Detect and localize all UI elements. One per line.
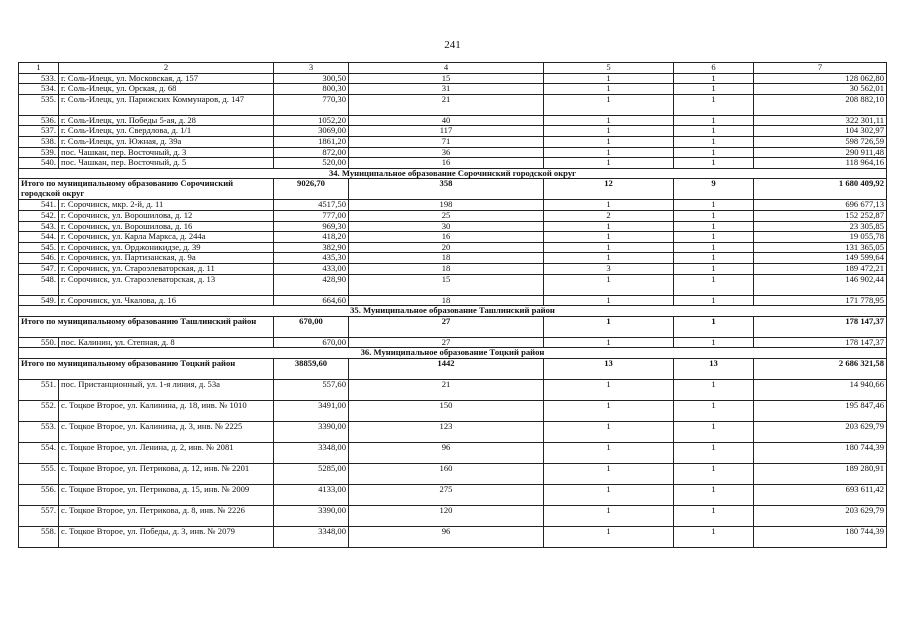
row-col5: 2 [544,210,674,221]
row-col5: 1 [544,274,674,295]
total-area: 38859,60 [274,358,349,379]
row-area: 4517,50 [274,200,349,211]
row-address: с. Тоцкое Второе, ул. Петрикова, д. 15, инв. № 2009 [59,484,274,505]
row-col6: 1 [674,526,754,547]
row-col4: 30 [349,221,544,232]
row-col4: 18 [349,263,544,274]
row-col4: 31 [349,84,544,95]
row-col5: 1 [544,505,674,526]
section-header-row [19,306,887,317]
row-area: 428,90 [274,274,349,295]
column-number-header [19,63,887,74]
table-row [19,463,887,484]
row-col5: 1 [544,200,674,211]
row-col5: 1 [544,253,674,264]
row-number: 556. [19,484,59,505]
row-address: с. Тоцкое Второе, ул. Победы, д. 3, инв. № 2079 [59,526,274,547]
total-col4: 27 [349,316,544,337]
row-address: г. Соль-Илецк, ул. Свердлова, д. 1/1 [59,126,274,137]
header-cell: 1 [19,63,59,74]
total-col5: 1 [544,316,674,337]
row-area: 5285,00 [274,463,349,484]
total-label: Итого по муниципальному образованию Ташлинский район [19,316,274,337]
table-row [19,147,887,158]
row-number: 537. [19,126,59,137]
row-col6: 1 [674,94,754,115]
table-row [19,263,887,274]
row-address: пос. Пристанционный, ул. 1-я линия, д. 53а [59,379,274,400]
row-col6: 1 [674,158,754,169]
row-col5: 1 [544,158,674,169]
row-sum: 149 599,64 [754,253,887,264]
row-number: 541. [19,200,59,211]
row-sum: 290 911,48 [754,147,887,158]
row-area: 664,60 [274,295,349,306]
row-address: г. Соль-Илецк, ул. Орская, д. 68 [59,84,274,95]
row-sum: 693 611,42 [754,484,887,505]
row-address: с. Тоцкое Второе, ул. Калинина, д. 3, инв. № 2225 [59,421,274,442]
row-number: 557. [19,505,59,526]
row-col4: 123 [349,421,544,442]
table-row [19,210,887,221]
row-sum: 208 882,10 [754,94,887,115]
row-sum: 203 629,79 [754,421,887,442]
row-sum: 128 062,80 [754,73,887,84]
row-number: 543. [19,221,59,232]
table-row [19,242,887,253]
table-row [19,379,887,400]
row-number: 544. [19,232,59,243]
row-sum: 195 847,46 [754,400,887,421]
total-label: Итого по муниципальному образованию Сорочинский городской округ [19,179,274,200]
table-row [19,221,887,232]
row-address: г. Сорочинск, ул. Карла Маркса, д. 244а [59,232,274,243]
row-number: 533. [19,73,59,84]
section-header-row [19,168,887,179]
row-col5: 1 [544,295,674,306]
row-col5: 1 [544,94,674,115]
row-sum: 180 744,39 [754,526,887,547]
row-sum: 189 472,21 [754,263,887,274]
row-sum: 203 629,79 [754,505,887,526]
row-sum: 178 147,37 [754,337,887,348]
row-number: 558. [19,526,59,547]
row-col5: 1 [544,115,674,126]
row-area: 1861,20 [274,136,349,147]
total-label: Итого по муниципальному образованию Тоцкий район [19,358,274,379]
row-area: 382,90 [274,242,349,253]
row-address: г. Сорочинск, ул. Партизанская, д. 9а [59,253,274,264]
row-area: 3390,00 [274,421,349,442]
row-number: 553. [19,421,59,442]
row-col5: 1 [544,400,674,421]
row-sum: 152 252,87 [754,210,887,221]
row-col4: 275 [349,484,544,505]
row-col6: 1 [674,126,754,137]
row-address: г. Сорочинск, ул. Староэлеваторская, д. 13 [59,274,274,295]
row-col4: 36 [349,147,544,158]
row-col5: 1 [544,442,674,463]
row-col5: 1 [544,463,674,484]
row-col6: 1 [674,505,754,526]
row-address: с. Тоцкое Второе, ул. Петрикова, д. 8, инв. № 2226 [59,505,274,526]
total-row [19,358,887,379]
total-row [19,316,887,337]
row-col4: 18 [349,253,544,264]
row-col5: 1 [544,484,674,505]
row-sum: 30 562,01 [754,84,887,95]
row-area: 969,30 [274,221,349,232]
table-row [19,136,887,147]
row-area: 3348,00 [274,526,349,547]
total-col4: 1442 [349,358,544,379]
section-title: 35. Муниципальное образование Ташлинский район [19,306,887,317]
row-col5: 1 [544,232,674,243]
row-col6: 1 [674,147,754,158]
row-address: пос. Калинин, ул. Степная, д. 8 [59,337,274,348]
row-area: 3390,00 [274,505,349,526]
row-col4: 27 [349,337,544,348]
row-col6: 1 [674,400,754,421]
row-address: г. Сорочинск, ул. Ворошилова, д. 12 [59,210,274,221]
row-col6: 1 [674,221,754,232]
row-number: 549. [19,295,59,306]
row-col6: 1 [674,463,754,484]
row-address: г. Соль-Илецк, ул. Парижских Коммунаров, д. 147 [59,94,274,115]
row-col5: 3 [544,263,674,274]
row-address: с. Тоцкое Второе, ул. Ленина, д. 2, инв. № 2081 [59,442,274,463]
row-area: 433,00 [274,263,349,274]
row-address: пос. Чашкан, пер. Восточный, д. 5 [59,158,274,169]
section-title: 36. Муниципальное образование Тоцкий район [19,348,887,359]
row-area: 418,20 [274,232,349,243]
page-number: 241 [444,39,461,51]
row-number: 540. [19,158,59,169]
table-row [19,94,887,115]
table-row [19,526,887,547]
total-sum: 178 147,37 [754,316,887,337]
row-area: 1052,20 [274,115,349,126]
row-col6: 1 [674,421,754,442]
row-sum: 322 301,11 [754,115,887,126]
table-row [19,505,887,526]
row-sum: 180 744,39 [754,442,887,463]
row-number: 545. [19,242,59,253]
row-sum: 131 365,05 [754,242,887,253]
row-number: 538. [19,136,59,147]
row-col6: 1 [674,253,754,264]
total-sum: 1 680 409,92 [754,179,887,200]
row-col4: 198 [349,200,544,211]
section-title: 34. Муниципальное образование Сорочинский городской округ [19,168,887,179]
row-area: 520,00 [274,158,349,169]
total-col4: 358 [349,179,544,200]
total-col5: 13 [544,358,674,379]
row-area: 3491,00 [274,400,349,421]
row-number: 552. [19,400,59,421]
row-number: 550. [19,337,59,348]
row-col6: 1 [674,73,754,84]
row-number: 539. [19,147,59,158]
row-sum: 696 677,13 [754,200,887,211]
row-col4: 117 [349,126,544,137]
row-col6: 1 [674,232,754,243]
row-col5: 1 [544,84,674,95]
row-col5: 1 [544,136,674,147]
table-row [19,200,887,211]
row-col4: 71 [349,136,544,147]
total-col6: 13 [674,358,754,379]
table-row [19,73,887,84]
row-col6: 1 [674,379,754,400]
row-number: 551. [19,379,59,400]
row-area: 872,00 [274,147,349,158]
row-number: 536. [19,115,59,126]
row-col4: 21 [349,94,544,115]
table-row [19,232,887,243]
row-address: г. Соль-Илецк, ул. Южная, д. 39а [59,136,274,147]
row-col6: 1 [674,200,754,211]
row-area: 4133,00 [274,484,349,505]
row-sum: 146 902,44 [754,274,887,295]
row-col5: 1 [544,421,674,442]
row-col5: 1 [544,337,674,348]
table-row [19,115,887,126]
row-address: г. Сорочинск, мкр. 2-й, д. 11 [59,200,274,211]
row-number: 534. [19,84,59,95]
total-col6: 9 [674,179,754,200]
total-sum: 2 686 321,58 [754,358,887,379]
row-col4: 96 [349,526,544,547]
row-address: г. Сорочинск, ул. Чкалова, д. 16 [59,295,274,306]
total-area: 670,00 [274,316,349,337]
table-row [19,484,887,505]
row-col5: 1 [544,242,674,253]
row-col4: 18 [349,295,544,306]
total-col5: 12 [544,179,674,200]
row-col4: 160 [349,463,544,484]
row-col4: 40 [349,115,544,126]
row-number: 554. [19,442,59,463]
row-col6: 1 [674,295,754,306]
row-address: с. Тоцкое Второе, ул. Петрикова, д. 12, инв. № 2201 [59,463,274,484]
row-col6: 1 [674,263,754,274]
row-address: г. Сорочинск, ул. Орджоникидзе, д. 39 [59,242,274,253]
row-area: 300,50 [274,73,349,84]
row-col4: 25 [349,210,544,221]
row-area: 800,30 [274,84,349,95]
row-sum: 19 055,78 [754,232,887,243]
row-col6: 1 [674,242,754,253]
row-col5: 1 [544,221,674,232]
row-sum: 23 305,85 [754,221,887,232]
header-cell: 3 [274,63,349,74]
table-row [19,253,887,264]
row-col6: 1 [674,442,754,463]
register-table [18,62,887,548]
row-number: 535. [19,94,59,115]
row-sum: 118 964,16 [754,158,887,169]
row-col4: 16 [349,232,544,243]
row-address: пос. Чашкан, пер. Восточный, д. 3 [59,147,274,158]
row-col5: 1 [544,73,674,84]
row-number: 542. [19,210,59,221]
row-sum: 171 778,95 [754,295,887,306]
table-row [19,274,887,295]
header-cell: 5 [544,63,674,74]
row-col5: 1 [544,526,674,547]
row-col4: 15 [349,73,544,84]
row-col4: 96 [349,442,544,463]
row-col6: 1 [674,337,754,348]
table-row [19,421,887,442]
row-col5: 1 [544,379,674,400]
table-row [19,442,887,463]
section-header-row [19,348,887,359]
row-col6: 1 [674,115,754,126]
header-cell: 2 [59,63,274,74]
row-area: 557,60 [274,379,349,400]
table-row [19,400,887,421]
row-area: 770,30 [274,94,349,115]
table-row [19,126,887,137]
total-area: 9026,70 [274,179,349,200]
row-col6: 1 [674,484,754,505]
row-area: 3069,00 [274,126,349,137]
row-col5: 1 [544,126,674,137]
row-sum: 189 280,91 [754,463,887,484]
row-area: 3348,00 [274,442,349,463]
row-col6: 1 [674,136,754,147]
row-number: 547. [19,263,59,274]
total-col6: 1 [674,316,754,337]
row-col4: 20 [349,242,544,253]
row-col4: 21 [349,379,544,400]
header-cell: 4 [349,63,544,74]
row-address: г. Соль-Илецк, ул. Московская, д. 157 [59,73,274,84]
row-area: 435,30 [274,253,349,264]
header-cell: 7 [754,63,887,74]
row-sum: 104 302,97 [754,126,887,137]
row-col4: 15 [349,274,544,295]
row-number: 555. [19,463,59,484]
row-sum: 598 726,59 [754,136,887,147]
row-address: г. Сорочинск, ул. Ворошилова, д. 16 [59,221,274,232]
row-number: 548. [19,274,59,295]
table-row [19,295,887,306]
row-col4: 16 [349,158,544,169]
row-sum: 14 940,66 [754,379,887,400]
row-col6: 1 [674,274,754,295]
row-col6: 1 [674,210,754,221]
row-address: с. Тоцкое Второе, ул. Калинина, д. 18, инв. № 1010 [59,400,274,421]
row-address: г. Сорочинск, ул. Староэлеваторская, д. 11 [59,263,274,274]
table-row [19,337,887,348]
table-row [19,158,887,169]
row-address: г. Соль-Илецк, ул. Победы 5-ая, д. 28 [59,115,274,126]
row-area: 670,00 [274,337,349,348]
row-col5: 1 [544,147,674,158]
header-cell: 6 [674,63,754,74]
row-col4: 150 [349,400,544,421]
row-col6: 1 [674,84,754,95]
table-row [19,84,887,95]
row-col4: 120 [349,505,544,526]
row-number: 546. [19,253,59,264]
total-row [19,179,887,200]
row-area: 777,00 [274,210,349,221]
